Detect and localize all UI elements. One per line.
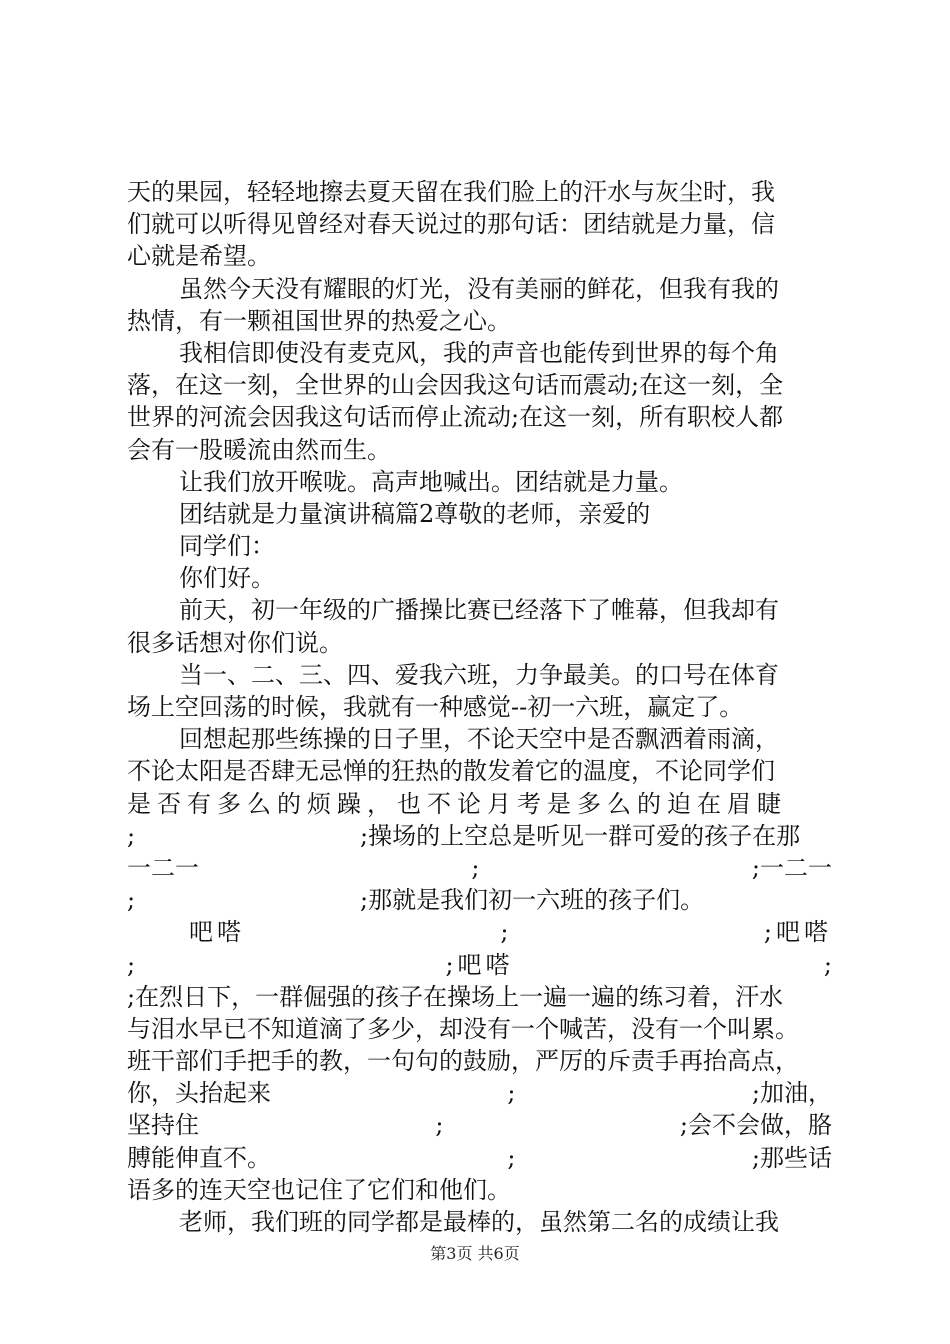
text-line: 与泪水早已不知道滴了多少，却没有一个喊苦，没有一个叫累。 [127, 1014, 799, 1043]
text-segment: ; [127, 950, 136, 979]
text-segment: ;会不会做，胳 [679, 1111, 832, 1140]
text-line [127, 949, 832, 981]
text-line: 语多的连天空也记住了它们和他们。 [127, 1175, 511, 1204]
paragraph-start: 老师，我们班的同学都是最棒的，虽然第二名的成绩让我 [179, 1208, 779, 1236]
text-segment: 坚持住 [127, 1111, 199, 1140]
paragraph-start: 你们好。 [179, 564, 275, 593]
text-line: 不论太阳是否肆无忌惮的狂热的散发着它的温度，不论同学们 [127, 757, 775, 786]
text-segment: ; [471, 853, 480, 882]
text-line: 会有一股暖流由然而生。 [127, 435, 391, 464]
paragraph-start: 团结就是力量演讲稿篇2尊敬的老师，亲爱的 [179, 499, 651, 528]
text-segment: ;那些话 [751, 1143, 832, 1172]
text-segment: ; [127, 821, 136, 850]
body-text [127, 176, 832, 1238]
text-line: 落，在这一刻，全世界的山会因我这句话而震动;在这一刻，全 [127, 371, 784, 400]
paragraph-start: 让我们放开喉咙。高声地喊出。团结就是力量。 [179, 467, 683, 496]
text-segment: ; [500, 918, 509, 947]
text-segment: ;那就是我们初一六班的孩子们。 [360, 886, 705, 915]
text-line [127, 1109, 832, 1141]
text-line: 世界的河流会因我这句话而停止流动;在这一刻，所有职校人都 [127, 403, 784, 432]
paragraph-start: 虽然今天没有耀眼的灯光，没有美丽的鲜花，但我有我的 [179, 274, 779, 303]
text-segment: 一二一 [127, 853, 199, 882]
paragraph-start: 当一、二、三、四、爱我六班，力争最美。的口号在体育 [179, 660, 779, 689]
paragraph-start: 我相信即使没有麦克风，我的声音也能传到世界的每个角 [179, 338, 779, 367]
text-line: ;在烈日下，一群倔强的孩子在操场上一遍一遍的练习着，汗水 [127, 982, 784, 1011]
text-segment: 膊能伸直不。 [127, 1143, 271, 1172]
paragraph-start: 回想起那些练操的日子里，不论天空中是否飘洒着雨滴， [179, 725, 779, 754]
text-line: 场上空回荡的时候，我就有一种感觉--初一六班，赢定了。 [127, 693, 744, 721]
text-line [127, 820, 832, 852]
text-segment: ; [127, 886, 136, 915]
text-segment: ; [823, 950, 832, 979]
text-line: 热情，有一颗祖国世界的热爱之心。 [127, 306, 511, 335]
paragraph-start: 同学们： [179, 532, 275, 561]
text-segment: ; [507, 1143, 516, 1172]
page-footer: 第3页 共6页 [430, 1244, 520, 1263]
text-segment: ;吧嗒 [445, 950, 514, 979]
text-segment: ;操场的上空总是听见一群可爱的孩子在那 [360, 821, 801, 850]
text-line: 是否有多么的烦躁，也不论月考是多么的迫在眉睫 [127, 789, 787, 818]
text-line: 班干部们手把手的教，一句句的鼓励，严厉的斥责手再抬高点， [127, 1047, 799, 1076]
text-segment: ;加油， [751, 1079, 832, 1108]
text-line [127, 916, 832, 948]
text-segment: 吧嗒 [189, 918, 245, 947]
text-line: 天的果园，轻轻地擦去夏天留在我们脸上的汗水与灰尘时，我 [127, 178, 775, 206]
text-segment: 你，头抬起来 [127, 1079, 271, 1108]
text-line: 们就可以听得见曾经对春天说过的那句话：团结就是力量，信 [127, 210, 775, 239]
text-line: 很多话想对你们说。 [127, 628, 343, 657]
paragraph-start: 前天，初一年级的广播操比赛已经落下了帷幕，但我却有 [179, 596, 779, 625]
text-line [127, 1077, 832, 1109]
text-segment: ; [507, 1079, 516, 1108]
text-segment: ;吧嗒 [763, 918, 832, 947]
text-segment: ; [435, 1111, 444, 1140]
text-line [127, 1142, 832, 1174]
text-line: 心就是希望。 [127, 242, 271, 271]
text-segment: ;一二一 [751, 853, 832, 882]
text-line [127, 884, 832, 916]
text-line [127, 852, 832, 884]
